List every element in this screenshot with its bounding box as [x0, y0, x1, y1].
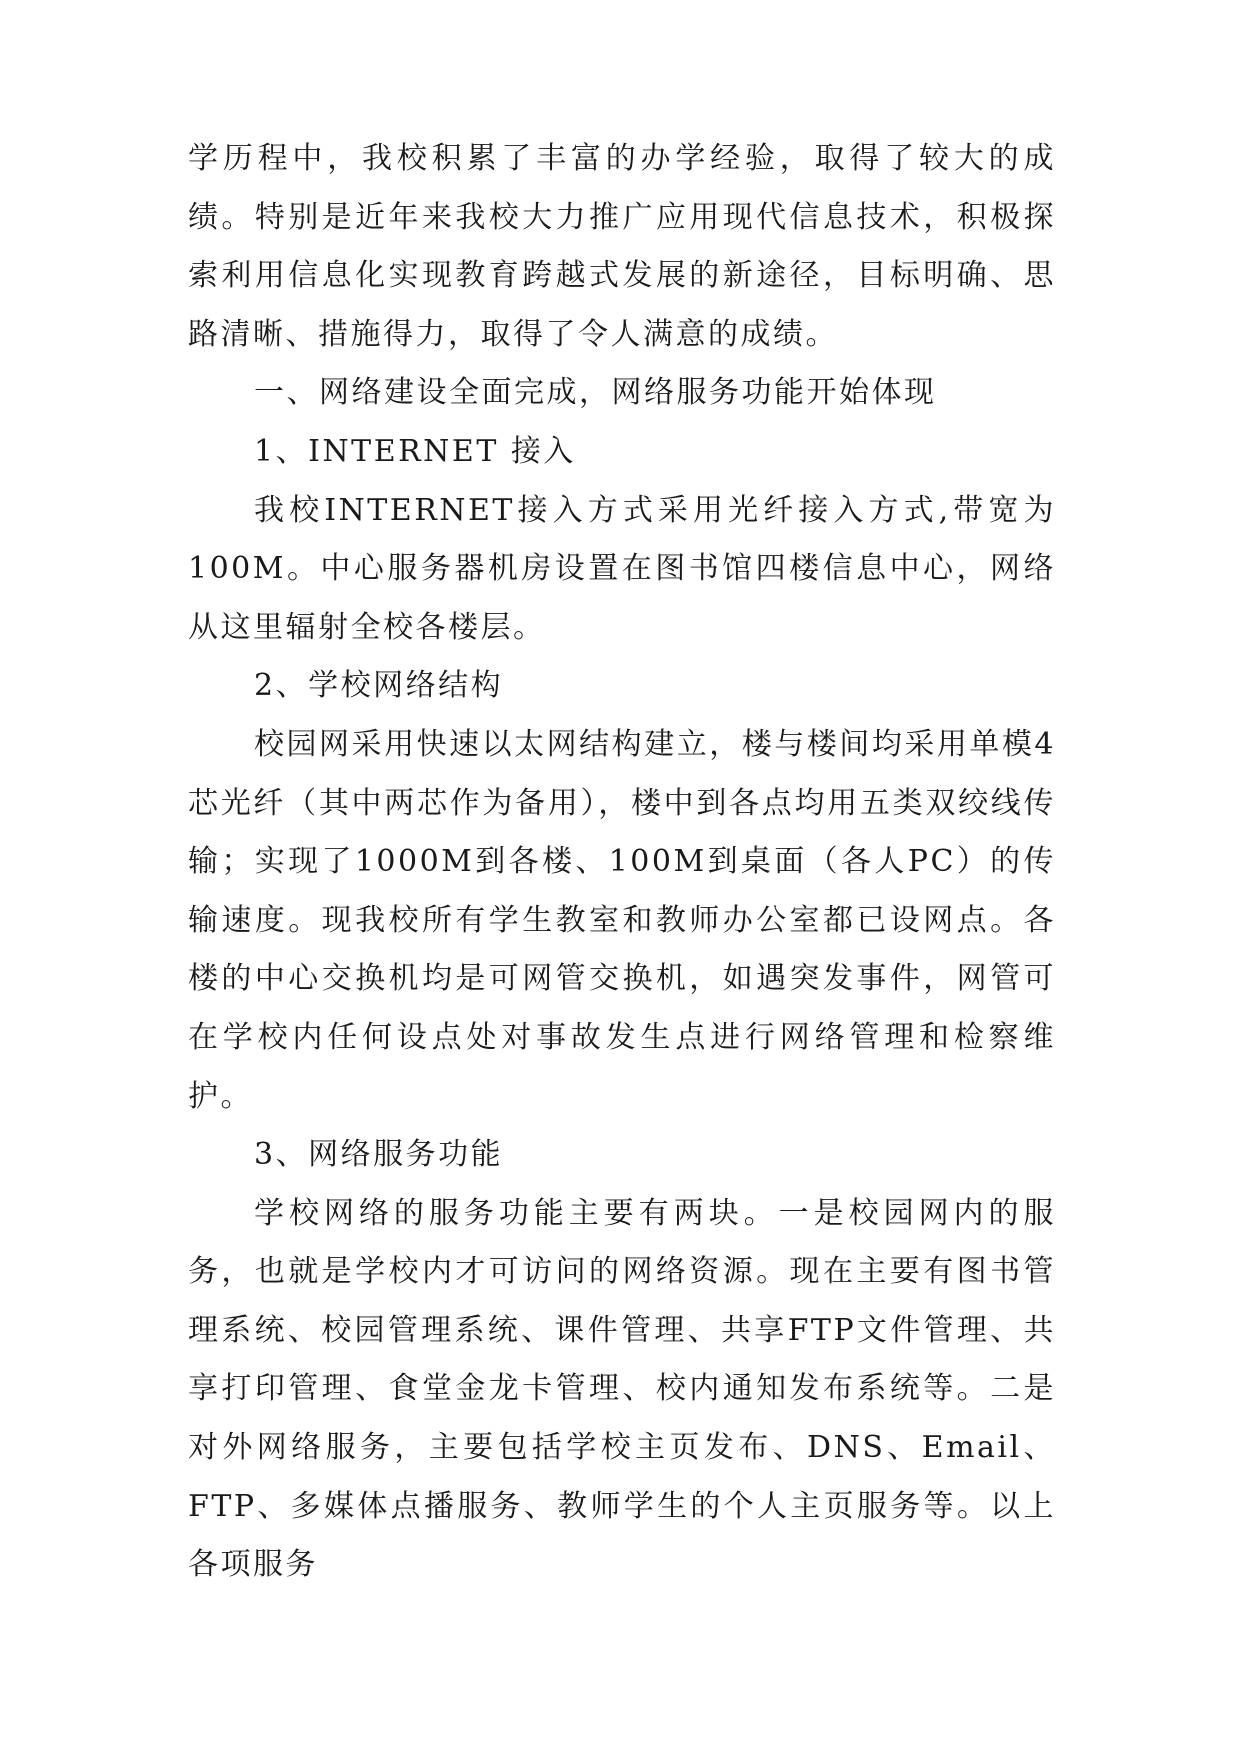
heading-internet-access: 1、INTERNET 接入 — [254, 433, 576, 469]
heading-network-services: 3、网络服务功能 — [254, 1137, 504, 1173]
document-body — [188, 130, 1056, 1595]
paragraph-intro: 学历程中，我校积累了丰富的办学经验，取得了较大的成绩。特别是近年来我校大力推广应用现代信息技术，积极探索利用信息化实现教育跨越式发展的新途径，目标明确、思路清晰、措施得力，取得了令人满意的成绩。 — [188, 141, 1056, 352]
heading-section-1: 一、网络建设全面完成，网络服务功能开始体现 — [254, 375, 937, 411]
paragraph-internet-access: 我校INTERNET接入方式采用光纤接入方式,带宽为100M。中心服务器机房设置在图书馆四楼信息中心，网络从这里辐射全校各楼层。 — [188, 492, 1056, 645]
paragraph-network-services: 学校网络的服务功能主要有两块。一是校园网内的服务，也就是学校内才可访问的网络资源。现在主要有图书管理系统、校园管理系统、课件管理、共享FTP文件管理、共享打印管理、食堂金龙卡管理、校内通知发布系统等。二是对外网络服务，主要包括学校主页发布、DNS、Email、FTP、多媒体点播服务、教师学生的个人主页服务等。以上各项服务 — [188, 1195, 1056, 1583]
heading-network-structure: 2、学校网络结构 — [254, 668, 504, 704]
paragraph-network-structure: 校园网采用快速以太网结构建立，楼与楼间均采用单模4芯光纤（其中两芯作为备用），楼中到各点均用五类双绞线传输；实现了1000M到各楼、100M到桌面（各人PC）的传输速度。现我校所有学生教室和教师办公室都已设网点。各楼的中心交换机均是可网管交换机，如遇突发事件，网管可在学校内任何设点处对事故发生点进行网络管理和检察维护。 — [188, 726, 1056, 1114]
